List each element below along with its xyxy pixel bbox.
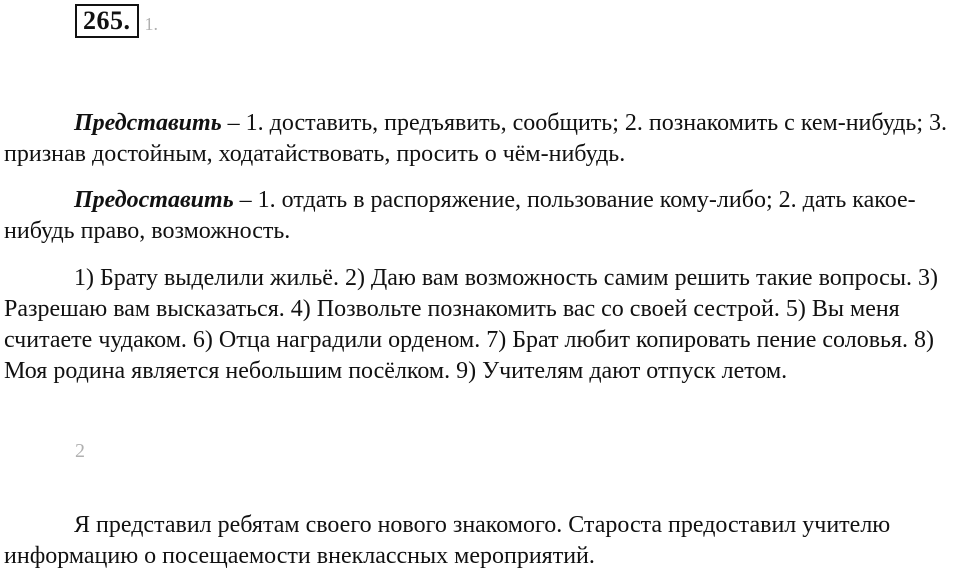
exercise-header	[75, 4, 158, 38]
definition-text: – 1. доставить, предъявить, сообщить; 2. познакомить с кем-нибудь; 3. признав достойным, ходатайствовать, просить о чём-нибудь.	[4, 110, 948, 167]
exercise-number: 265.	[75, 4, 139, 38]
example-sentences: 1) Брату выделили жильё. 2) Даю вам возможность самим решить такие вопросы. 3) Разрешаю вам высказаться. 4) Позвольте познакомить вас со своей сестрой. 5) Вы меня считаете чудаком. 6) Отца наградили орденом. 7) Брат любит копировать пение соловья. 8) Моя родина является небольшим посёлком. 9) Учителям дают отпуск летом.	[4, 265, 938, 384]
part2-label: 2	[75, 440, 85, 462]
part2-text: Я представил ребятам своего нового знакомого. Староста предоставил учителю информацию о посещаемости внеклассных мероприятий.	[4, 512, 891, 569]
definition-term: Представить	[74, 110, 222, 136]
definition-predostavit	[4, 185, 956, 247]
part1-label: 1.	[144, 13, 158, 34]
definition-term: Предоставить	[74, 187, 234, 213]
definition-predstavit	[4, 108, 956, 170]
definition-text: – 1. отдать в распоряжение, пользование кому-либо; 2. дать какое-нибудь право, возможность.	[4, 187, 916, 244]
